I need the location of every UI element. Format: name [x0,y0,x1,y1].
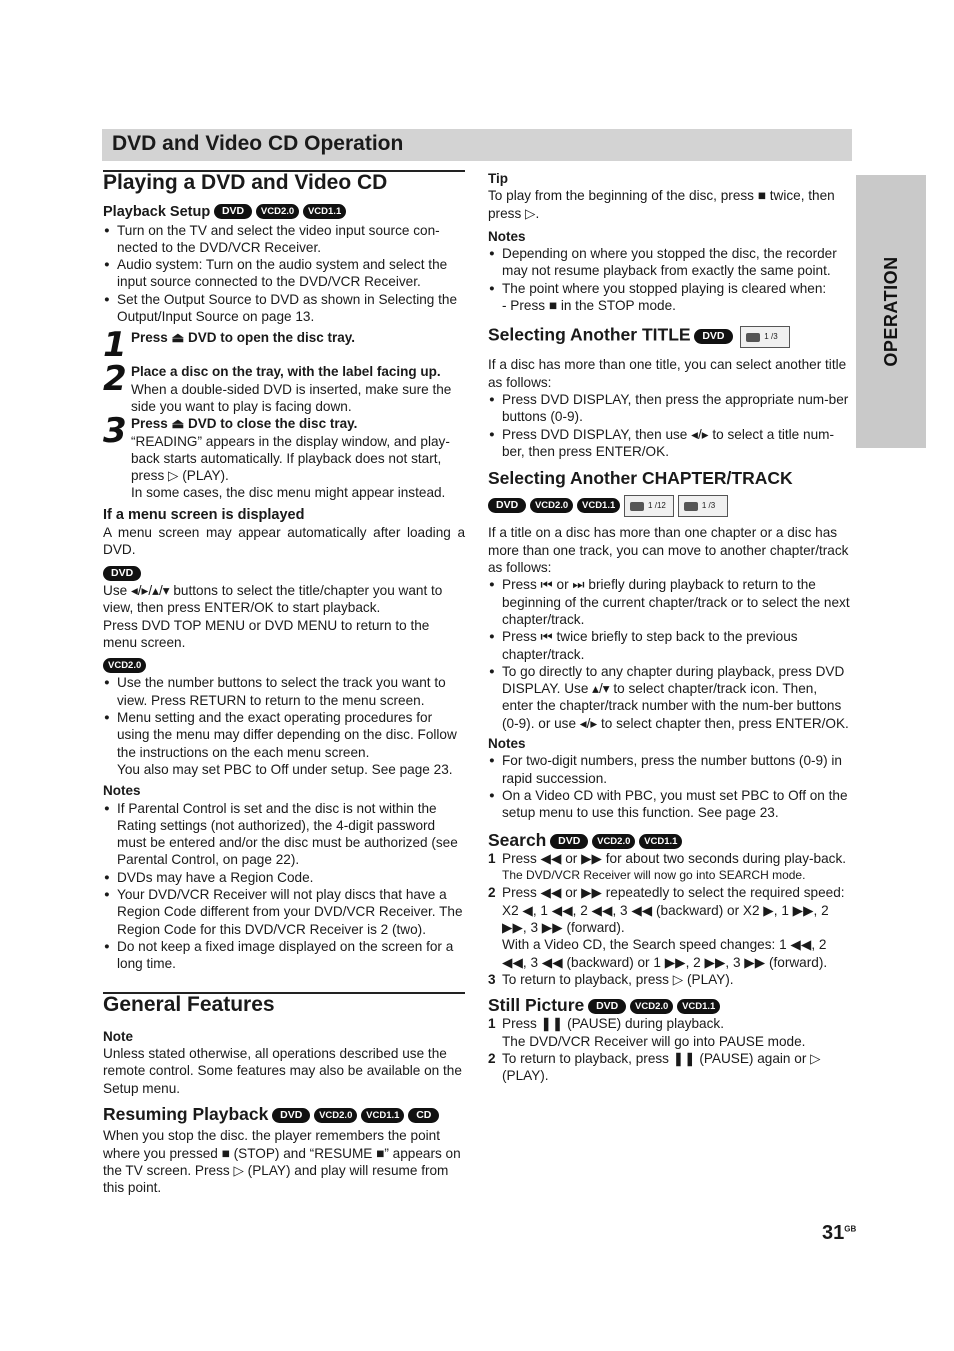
search-step-3 [488,971,850,988]
general-heading: General Features [103,992,465,1013]
chapter-notes-list [488,752,850,821]
step-subtext: The DVD/VCR Receiver will go into PAUSE mode. [502,1033,806,1049]
dvd-badge: DVD [588,999,626,1014]
step-3-title: Press ⏏ DVD to close the disc tray. [131,416,358,432]
side-tab [856,175,926,448]
step-subtext: With a Video CD, the Search speed changes: 1 ◀◀, 2 ◀◀, 3 ◀◀ (backward) or 1 ▶▶, 2 ▶▶, 3 ▶▶ (forward). [502,937,828,970]
vcd20-badge: VCD2.0 [530,498,573,513]
search-heading: Search [488,829,547,850]
list-item: ● Audio system: Turn on the audio system and select the input source connected to the DVD/VCR Receiver. [103,256,465,291]
playback-setup-label: Playback Setup [103,204,211,221]
vcd20-badge: VCD2.0 [314,1108,357,1123]
notes-list [103,800,465,973]
tip-text: To play from the beginning of the disc, press ■ twice, then press ▷. [488,188,835,221]
page-number [822,1222,856,1245]
step-number: 1 [488,850,496,866]
step-subtext: The DVD/VCR Receiver will now go into SEARCH mode. [502,868,806,883]
dvd-badge: DVD [550,834,588,849]
list-item: ● Press DVD DISPLAY, then use ◂/▸ to select a title num-ber, then press ENTER/OK. [488,426,850,461]
vcd20-badge: VCD2.0 [256,204,299,219]
step-3-text2: In some cases, the disc menu might appear instead. [131,485,446,501]
still-header [488,997,850,1015]
title-icon-text: 1 /3 [764,332,778,342]
section-title: DVD and Video CD Operation [112,132,404,155]
step-text: Press ❚❚ (PAUSE) during playback. [502,1016,724,1032]
vcd11-badge: VCD1.1 [639,834,682,849]
list-item: ● Depending on where you stopped the disc, the recorder may not resume playback from exactly the same point. [488,245,850,280]
step-text: Press ◀◀ or ▶▶ repeatedly to select the required speed: X2 ◀, 1 ◀◀, 2 ◀◀, 3 ◀◀ (backward) or X2 ▶, 1 ▶▶, 2 ▶▶, 3 ▶▶ (forward). [502,885,845,935]
vcd11-badge: VCD1.1 [303,204,346,219]
step-number: 1 [103,325,127,366]
list-item: ● Press ⏮ twice briefly to step back to the previous chapter/track. [488,628,850,663]
chapter-icon-text: 1 /12 [648,501,666,511]
title-header [488,326,850,348]
dvd-badge: DVD [488,498,526,513]
menu-heading: If a menu screen is displayed [103,506,305,523]
resume-header [103,1103,465,1124]
setup-list [103,222,465,326]
step-number: 2 [488,885,496,901]
camera-icon [630,502,644,511]
list-item: ● Use the number buttons to select the track you want to view. Press RETURN to return to the menu screen. [103,674,465,709]
chapter-badges [488,495,850,517]
track-icon-text: 1 /3 [701,501,716,511]
still-heading: Still Picture [488,995,585,1016]
chapter-intro: If a title on a disc has more than one chapter or a disc has more than one track, you can move to another chapter/track as follows: [488,525,849,576]
dvd-text2: Press DVD TOP MENU or DVD MENU to return to the menu screen. [103,617,430,650]
playback-setup-header [103,203,465,221]
cd-badge: CD [408,1108,439,1123]
still-step-2 [488,1050,850,1085]
title-heading: Selecting Another TITLE [488,324,691,345]
list-item: ● On a Video CD with PBC, you must set PBC to Off on the setup menu to use this function. See page 23. [488,787,850,822]
step-2 [103,359,465,415]
list-item: ● Press ⏮ or ⏭ briefly during playback to return to the beginning of the current chapter/track or to select the next chapter/track. [488,576,850,628]
title-intro: If a disc has more than one title, you can select another title as follows: [488,357,847,390]
vcd20-badge: VCD2.0 [630,999,673,1014]
still-step-1 [488,1015,850,1050]
dvd-text: Use ◂/▸/▴/▾ buttons to select the title/chapter you want to view, then press ENTER/OK to start playback. [103,582,443,616]
list-item: ● Do not keep a fixed image displayed on the screen for a long time. [103,938,465,973]
vcd-list [103,674,465,760]
menu-text: A menu screen may appear automatically after loading a DVD. [103,525,465,558]
track-display-icon [678,495,728,517]
step-text: To return to playback, press ❚❚ (PAUSE) again or ▷ (PLAY). [502,1051,821,1084]
vcd20-badge: VCD2.0 [103,658,146,673]
title-list [488,391,850,460]
camera-icon [746,333,760,342]
section-title-bar [102,129,852,161]
dvd-badge: DVD [694,329,732,344]
tip-label: Tip [488,171,508,186]
step-text: Press ◀◀ or ▶▶ for about two seconds during play-back. [502,850,847,866]
step-1-text: Press ⏏ DVD to open the disc tray. [131,330,356,346]
vcd11-badge: VCD1.1 [361,1108,404,1123]
vcd-extra: You also may set PBC to Off under setup. See page 23. [117,761,453,777]
dvd-badge: DVD [272,1108,310,1123]
step-number: 3 [488,971,496,987]
search-step-2 [488,884,850,970]
right-column [488,170,850,1085]
dvd-badge: DVD [214,204,252,219]
list-item: ● The point where you stopped playing is cleared when: [488,280,850,297]
notes-sub: - Press ■ in the STOP mode. [502,298,676,314]
resume-text: When you stop the disc. the player remembers the point where you pressed ■ (STOP) and “RESUME ■” appears on the TV screen. Press ▷ (PLAY) and play will resume from this point. [103,1128,461,1196]
page-number-value: 31 [822,1222,845,1244]
title-display-icon [740,326,790,348]
list-item: ● If Parental Control is set and the disc is not within the Rating settings (not authorized), the 4-digit password must be entered and/or the disc must be authorized (see Parental Control, on page 22). [103,800,465,869]
note-text: Unless stated otherwise, all operations described use the remote control. Some features may also be available on the Setup menu. [103,1046,462,1096]
note-label: Note [103,1028,133,1044]
step-2-title: Place a disc on the tray, with the label facing up. [131,364,441,380]
search-header [488,829,850,850]
list-item: ● Menu setting and the exact operating procedures for using the menu may differ depending on the disc. Follow the instructions on the each menu screen. [103,709,465,761]
side-tab-label: OPERATION [881,256,901,367]
step-number: 2 [488,1051,496,1067]
vcd11-badge: VCD1.1 [677,999,720,1014]
step-3-text: “READING” appears in the display window, and play-back starts automatically. If playback does not start, press ▷ (PLAY). [131,433,450,484]
chapter-display-icon [624,495,674,517]
step-number: 2 [103,359,127,400]
playing-heading: Playing a DVD and Video CD [103,170,465,191]
step-number: 1 [488,1016,496,1032]
notes-label: Notes [488,228,526,244]
vcd20-badge: VCD2.0 [592,834,635,849]
list-item: ● DVDs may have a Region Code. [103,869,465,886]
step-2-text: When a double-sided DVD is inserted, make sure the side you want to play is facing down. [131,381,452,414]
resume-heading: Resuming Playback [103,1103,269,1124]
vcd11-badge: VCD1.1 [577,498,620,513]
step-1 [103,325,465,366]
notes-label: Notes [103,783,141,799]
list-item: ● Turn on the TV and select the video input source con-nected to the DVD/VCR Receiver. [103,222,465,257]
list-item: ● For two-digit numbers, press the number buttons (0-9) in rapid succession. [488,752,850,787]
disc-icon [684,502,698,511]
list-item: ● Your DVD/VCR Receiver will not play discs that have a Region Code different from your DVD/VCR Receiver. The Region Code for this DVD/VCR Receiver is 2 (two). [103,886,465,938]
search-step-1 [488,850,850,885]
dvd-badge: DVD [103,566,141,581]
step-number: 3 [103,411,127,452]
chapter-heading: Selecting Another CHAPTER/TRACK [488,468,793,489]
notes-list [488,245,850,297]
list-item: ● To go directly to any chapter during playback, press DVD DISPLAY. Use ▴/▾ to select chapter/track icon. Then, enter the chapter/track number with the num-ber buttons (0-9). or use ◂/▸ to select chapter then, press ENTER/OK. [488,663,850,732]
chapter-list [488,576,850,732]
left-column [103,170,465,1196]
list-item: ● Press DVD DISPLAY, then press the appropriate num-ber buttons (0-9). [488,391,850,426]
step-3 [103,411,465,501]
page-suffix: GB [844,1224,857,1234]
list-item: ● Set the Output Source to DVD as shown in Selecting the Output/Input Source on page 13. [103,291,465,326]
step-text: To return to playback, press ▷ (PLAY). [502,971,734,987]
chapter-notes-label: Notes [488,736,526,752]
